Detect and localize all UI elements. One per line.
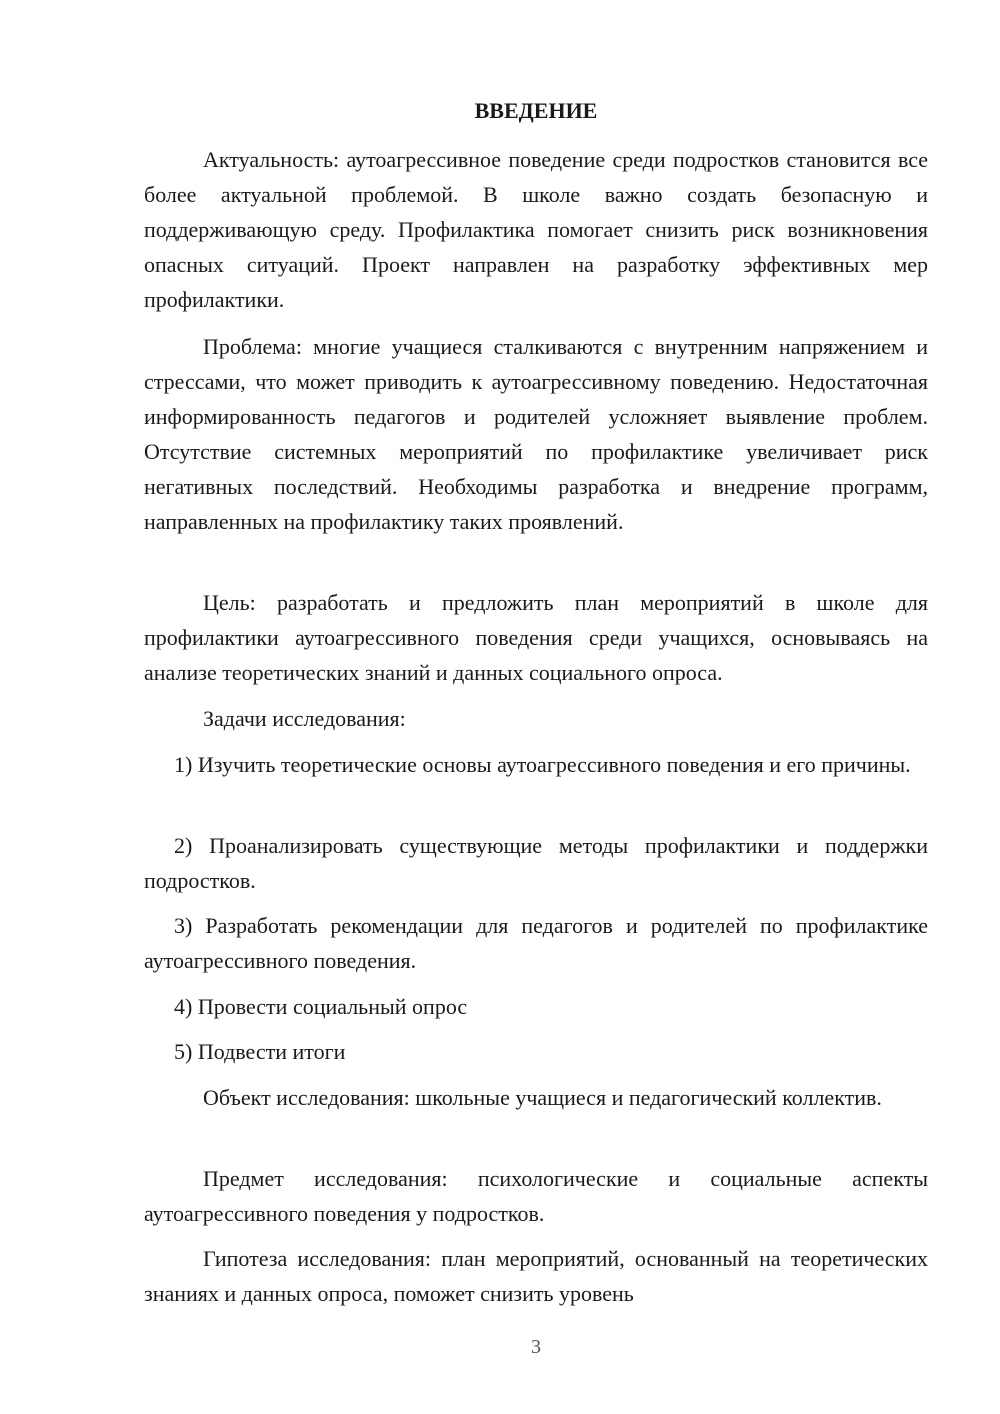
paragraph-tasks-heading: Задачи исследования: (203, 706, 406, 731)
list-item-task-1: 1) Изучить теоретические основы аутоагрессивного поведения и его причины. (174, 752, 911, 777)
paragraph-relevance: Актуальность: аутоагрессивное поведение среди подростков становится все более актуальной проблемой. В школе важно создать безопасную и поддерживающую среду. Профилактика помогает снизить риск возникновения опасных ситуаций. Проект направлен на разработку эффективных мер профилактики. (144, 147, 928, 312)
paragraph-problem: Проблема: многие учащиеся сталкиваются с внутренним напряжением и стрессами, что может приводить к аутоагрессивному поведению. Недостаточная информированность педагогов и родителей усложняет выявление проблем. Отсутствие системных мероприятий по профилактике увеличивает риск негативных последствий. Необходимы разработка и внедрение программ, направленных на профилактику таких проявлений. (144, 334, 928, 534)
paragraph-object: Объект исследования: школьные учащиеся и педагогический коллектив. (203, 1085, 882, 1110)
section-heading: ВВЕДЕНИЕ (474, 98, 598, 123)
list-item-task-5: 5) Подвести итоги (174, 1039, 346, 1064)
paragraph-subject: Предмет исследования: психологические и социальные аспекты аутоагрессивного поведения у подростков. (144, 1166, 928, 1226)
page-number: 3 (531, 1336, 541, 1358)
list-item-task-2: 2) Проанализировать существующие методы профилактики и поддержки подростков. (144, 833, 928, 893)
paragraph-hypothesis: Гипотеза исследования: план мероприятий, основанный на теоретических знаниях и данных опроса, поможет снизить уровень (144, 1246, 928, 1306)
paragraph-goal: Цель: разработать и предложить план мероприятий в школе для профилактики аутоагрессивного поведения среди учащихся, основываясь на анализе теоретических знаний и данных социального опроса. (144, 590, 928, 685)
list-item-task-3: 3) Разработать рекомендации для педагогов и родителей по профилактике аутоагрессивного поведения. (144, 913, 928, 973)
list-item-task-4: 4) Провести социальный опрос (174, 994, 468, 1019)
